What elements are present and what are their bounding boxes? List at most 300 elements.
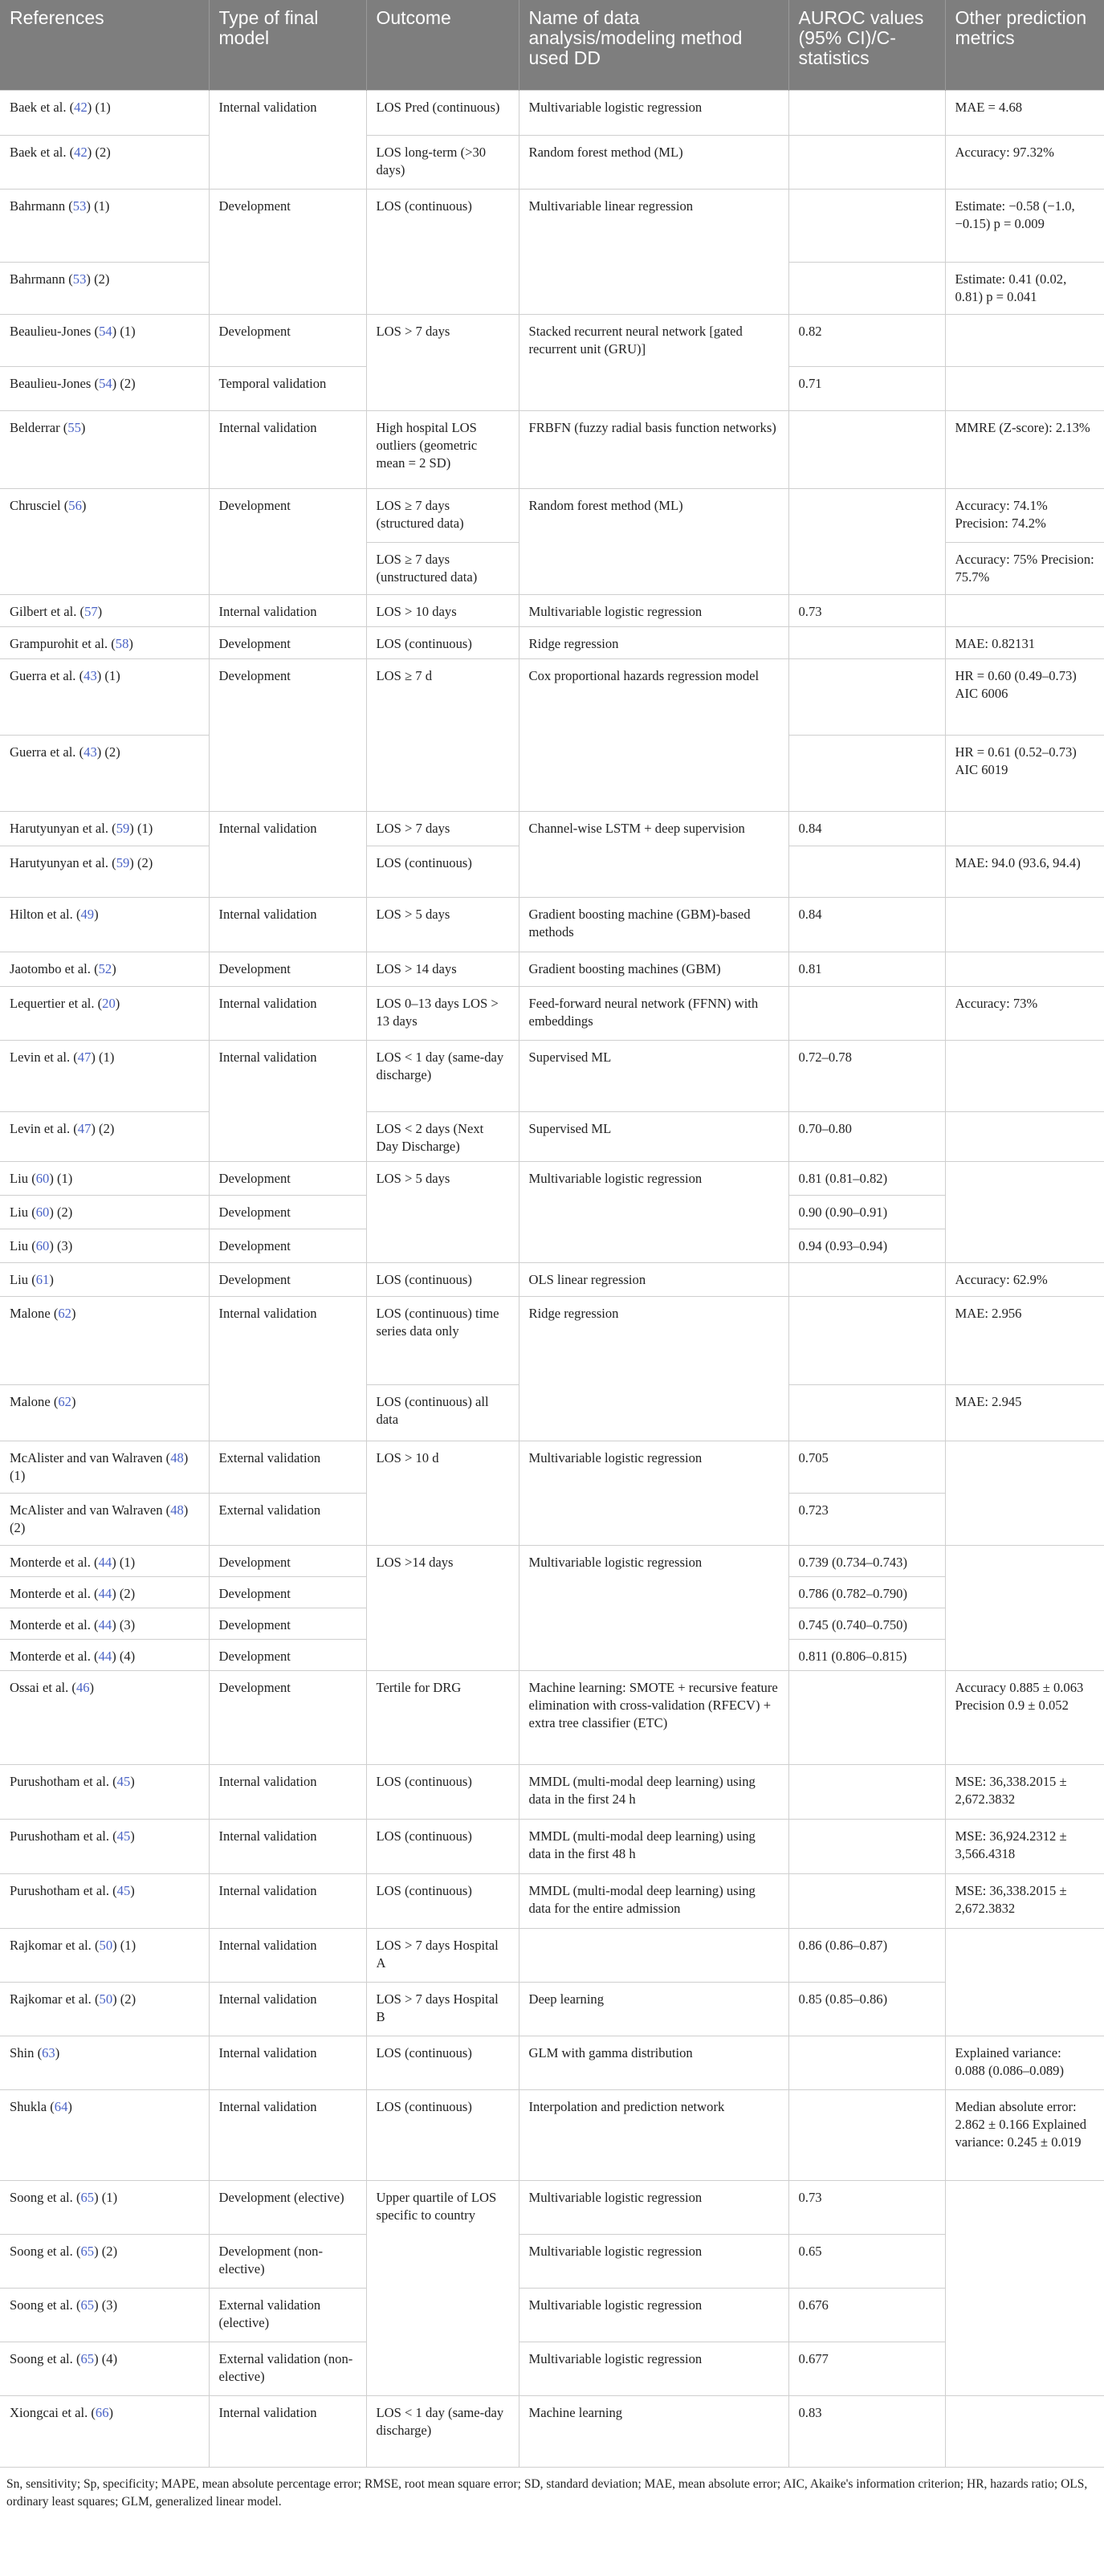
table-row xyxy=(0,410,1104,488)
table-cell: MMDL (multi-modal deep learning) using data in the first 48 h xyxy=(519,1819,788,1873)
table-cell xyxy=(0,1576,209,1608)
cell-text: ) xyxy=(128,635,133,651)
table-cell: External validation (elective) xyxy=(209,2288,366,2342)
table-cell: Development xyxy=(209,1195,366,1229)
cell-text: ) (1) xyxy=(96,667,120,683)
table-cell: MSE: 36,338.2015 ± 2,672.3832 xyxy=(945,1873,1104,1928)
table-row xyxy=(0,1040,1104,1111)
citation-link[interactable]: 44 xyxy=(98,1554,112,1570)
table-cell: Development xyxy=(209,1262,366,1296)
citation-link[interactable]: 63 xyxy=(42,2044,55,2060)
table-cell xyxy=(0,811,209,846)
cell-text: ) xyxy=(112,960,116,976)
citation-link[interactable]: 44 xyxy=(98,1648,112,1664)
table-cell: Internal validation xyxy=(209,1764,366,1819)
cell-text: ) (2) xyxy=(112,1585,136,1601)
table-cell xyxy=(788,1819,945,1873)
cell-text: Malone ( xyxy=(10,1393,59,1409)
table-cell: LOS > 7 days xyxy=(366,314,519,410)
cell-text: Jaotombo et al. ( xyxy=(10,960,99,976)
citation-link[interactable]: 62 xyxy=(58,1393,71,1409)
table-cell: Internal validation xyxy=(209,1982,366,2036)
table-row xyxy=(0,135,1104,189)
cell-text: Liu ( xyxy=(10,1204,36,1220)
citation-link[interactable]: 54 xyxy=(99,375,112,391)
table-cell: Internal validation xyxy=(209,2395,366,2467)
table-cell: LOS > 5 days xyxy=(366,897,519,952)
cell-text: Gilbert et al. ( xyxy=(10,603,85,619)
citation-link[interactable]: 62 xyxy=(58,1305,71,1321)
table-cell: Multivariable logistic regression xyxy=(519,2288,788,2342)
table-cell: LOS ≥ 7 d xyxy=(366,658,519,811)
table-cell xyxy=(788,488,945,594)
table-cell xyxy=(0,1670,209,1764)
cell-text: ) xyxy=(49,1271,54,1287)
table-row xyxy=(0,1161,1104,1195)
table-cell xyxy=(0,1262,209,1296)
cell-text: Lequertier et al. ( xyxy=(10,995,103,1011)
table-cell xyxy=(788,846,945,897)
table-cell: Multivariable logistic regression xyxy=(519,1545,788,1670)
cell-text: ) xyxy=(94,906,99,922)
citation-link[interactable]: 60 xyxy=(35,1170,50,1186)
cell-text: ) (2) xyxy=(129,854,153,870)
table-cell xyxy=(945,366,1104,410)
table-cell xyxy=(788,986,945,1040)
cell-text: Soong et al. ( xyxy=(10,2350,81,2366)
cell-text: ) (2) xyxy=(86,271,110,287)
table-cell: Internal validation xyxy=(209,2036,366,2089)
table-cell xyxy=(0,1639,209,1670)
citation-link[interactable]: 58 xyxy=(115,635,129,651)
table-cell xyxy=(945,314,1104,366)
table-cell xyxy=(945,811,1104,846)
cell-text: ) (2) xyxy=(112,1991,136,2007)
table-cell: External validation xyxy=(209,1493,366,1545)
table-cell: Development xyxy=(209,626,366,658)
table-cell: Internal validation xyxy=(209,986,366,1040)
cell-text: ) xyxy=(67,2098,72,2114)
table-cell xyxy=(0,488,209,542)
table-cell xyxy=(0,735,209,811)
cell-text: Hilton et al. ( xyxy=(10,906,81,922)
table-cell: LOS (continuous) xyxy=(366,626,519,658)
table-cell: Gradient boosting machines (GBM) xyxy=(519,952,788,986)
citation-link[interactable]: 42 xyxy=(74,99,88,115)
table-cell xyxy=(0,1493,209,1545)
table-cell: 0.84 xyxy=(788,897,945,952)
table-cell: LOS > 7 days xyxy=(366,811,519,846)
table-cell: Internal validation xyxy=(209,1928,366,1982)
table-row xyxy=(0,314,1104,366)
table-cell: 0.72–0.78 xyxy=(788,1040,945,1111)
cell-text: ) (1) xyxy=(87,99,111,115)
table-cell: Machine learning: SMOTE + recursive feature elimination with cross-validation (RFECV) + extra tree classifier (ETC) xyxy=(519,1670,788,1764)
cell-text: Harutyunyan et al. ( xyxy=(10,820,116,836)
table-cell: MMDL (multi-modal deep learning) using data for the entire admission xyxy=(519,1873,788,1928)
table-cell: LOS (continuous) xyxy=(366,2089,519,2180)
table-cell: Accuracy: 74.1% Precision: 74.2% xyxy=(945,488,1104,542)
table-cell: Feed-forward neural network (FFNN) with embeddings xyxy=(519,986,788,1040)
cell-text: ) (3) xyxy=(49,1237,73,1253)
table-cell xyxy=(788,90,945,135)
citation-link[interactable]: 44 xyxy=(98,1616,112,1632)
table-cell: Development xyxy=(209,314,366,366)
table-cell: MAE: 0.82131 xyxy=(945,626,1104,658)
table-cell xyxy=(788,2089,945,2180)
table-cell: LOS > 7 days Hospital A xyxy=(366,1928,519,1982)
table-cell: LOS ≥ 7 days (structured data) xyxy=(366,488,519,542)
table-cell xyxy=(788,1296,945,1384)
table-cell: 0.71 xyxy=(788,366,945,410)
citation-link[interactable]: 43 xyxy=(84,744,97,760)
table-cell: LOS (continuous) xyxy=(366,846,519,897)
citation-link[interactable]: 50 xyxy=(99,1937,113,1953)
table-cell: LOS > 10 days xyxy=(366,594,519,626)
citation-link[interactable]: 60 xyxy=(35,1204,50,1220)
table-cell xyxy=(0,1608,209,1639)
cell-text: Soong et al. ( xyxy=(10,2243,81,2259)
table-cell xyxy=(0,2342,209,2395)
table-cell: 0.90 (0.90–0.91) xyxy=(788,1195,945,1229)
table-row xyxy=(0,262,1104,314)
table-cell xyxy=(788,410,945,488)
cell-text: ) (1) xyxy=(86,198,110,214)
table-cell: LOS < 2 days (Next Day Discharge) xyxy=(366,1111,519,1161)
header-outcome: Outcome xyxy=(366,0,519,90)
table-cell: Internal validation xyxy=(209,811,366,897)
table-cell: Multivariable logistic regression xyxy=(519,90,788,135)
table-cell: 0.65 xyxy=(788,2234,945,2288)
cell-text: ) (1) xyxy=(112,1554,136,1570)
table-row xyxy=(0,811,1104,846)
table-cell: External validation xyxy=(209,1441,366,1493)
citation-link[interactable]: 49 xyxy=(80,906,95,922)
table-cell: 0.70–0.80 xyxy=(788,1111,945,1161)
table-row xyxy=(0,1262,1104,1296)
table-cell xyxy=(0,986,209,1040)
table-footnote: Sn, sensitivity; Sp, specificity; MAPE, mean absolute percentage error; RMSE, root mean square error; SD, standard deviation; MAE, mean absolute error; AIC, Akaike's information criterion; HR, hazards ratio; OLS, ordinary least squares; GLM, generalized linear model. xyxy=(6,2476,1088,2509)
table-cell xyxy=(0,2288,209,2342)
table-cell: 0.81 (0.81–0.82) xyxy=(788,1161,945,1195)
table-cell xyxy=(0,1111,209,1161)
cell-text: Levin et al. ( xyxy=(10,1120,78,1136)
table-row xyxy=(0,626,1104,658)
table-cell: 0.705 xyxy=(788,1441,945,1493)
cell-text: Purushotham et al. ( xyxy=(10,1828,117,1844)
table-cell: Accuracy: 75% Precision: 75.7% xyxy=(945,542,1104,594)
citation-link[interactable]: 65 xyxy=(80,2189,95,2205)
cell-text: Soong et al. ( xyxy=(10,2297,81,2313)
table-cell xyxy=(945,1441,1104,1545)
table-cell: Temporal validation xyxy=(209,366,366,410)
citation-link[interactable]: 50 xyxy=(99,1991,113,2007)
citation-link[interactable]: 44 xyxy=(98,1585,112,1601)
cell-text: Harutyunyan et al. ( xyxy=(10,854,116,870)
table-cell xyxy=(0,1384,209,1441)
table-cell: LOS < 1 day (same-day discharge) xyxy=(366,1040,519,1111)
header-row xyxy=(0,0,1104,90)
table-cell xyxy=(0,2180,209,2234)
table-cell: Development xyxy=(209,1608,366,1639)
table-cell xyxy=(945,1545,1104,1670)
table-cell: Development xyxy=(209,952,366,986)
cell-text: ) (1) xyxy=(112,1937,136,1953)
table-cell: Gradient boosting machine (GBM)-based methods xyxy=(519,897,788,952)
table-cell: LOS long-term (>30 days) xyxy=(366,135,519,189)
table-row xyxy=(0,2288,1104,2342)
table-cell xyxy=(0,314,209,366)
citation-link[interactable]: 65 xyxy=(80,2350,95,2366)
citation-link[interactable]: 47 xyxy=(77,1049,92,1065)
table-cell: Median absolute error: 2.862 ± 0.166 Explained variance: 0.245 ± 0.019 xyxy=(945,2089,1104,2180)
table-cell: Internal validation xyxy=(209,2089,366,2180)
table-cell: 0.786 (0.782–0.790) xyxy=(788,1576,945,1608)
table-cell: 0.73 xyxy=(788,594,945,626)
table-cell: HR = 0.60 (0.49–0.73) AIC 6006 xyxy=(945,658,1104,735)
cell-text: ) (3) xyxy=(94,2297,118,2313)
cell-text: ) (4) xyxy=(112,1648,136,1664)
table-cell xyxy=(0,2395,209,2467)
citation-link[interactable]: 20 xyxy=(102,995,116,1011)
table-cell: Random forest method (ML) xyxy=(519,135,788,189)
citation-link[interactable]: 45 xyxy=(116,1882,131,1898)
table-body xyxy=(0,90,1104,2467)
table-cell xyxy=(0,1982,209,2036)
table-row xyxy=(0,1296,1104,1384)
cell-text: ) xyxy=(130,1773,135,1789)
table-row xyxy=(0,1441,1104,1493)
citation-link[interactable]: 54 xyxy=(99,323,112,339)
table-cell xyxy=(945,2395,1104,2467)
table-cell xyxy=(0,135,209,189)
table-cell: HR = 0.61 (0.52–0.73) AIC 6019 xyxy=(945,735,1104,811)
table-row xyxy=(0,488,1104,542)
table-cell: Multivariable logistic regression xyxy=(519,1441,788,1545)
cell-text: Soong et al. ( xyxy=(10,2189,81,2205)
cell-text: Bahrmann ( xyxy=(10,271,73,287)
table-cell: LOS (continuous) xyxy=(366,1262,519,1296)
table-cell xyxy=(0,897,209,952)
table-cell: Machine learning xyxy=(519,2395,788,2467)
citation-link[interactable]: 64 xyxy=(54,2098,68,2114)
citation-link[interactable]: 61 xyxy=(35,1271,50,1287)
table-cell xyxy=(945,1928,1104,2036)
table-cell xyxy=(0,1161,209,1195)
table-cell: Development xyxy=(209,1670,366,1764)
cell-text: ) xyxy=(97,603,103,619)
table-cell: MMRE (Z-score): 2.13% xyxy=(945,410,1104,488)
table-cell: LOS ≥ 7 days (unstructured data) xyxy=(366,542,519,594)
citation-link[interactable]: 52 xyxy=(98,960,112,976)
table-cell xyxy=(788,2036,945,2089)
citation-link[interactable]: 46 xyxy=(75,1679,90,1695)
citation-link[interactable]: 59 xyxy=(116,854,130,870)
table-cell: MAE: 94.0 (93.6, 94.4) xyxy=(945,846,1104,897)
cell-text: Guerra et al. ( xyxy=(10,667,84,683)
citation-link[interactable]: 47 xyxy=(77,1120,92,1136)
table-cell: 0.84 xyxy=(788,811,945,846)
table-cell: Development xyxy=(209,1576,366,1608)
cell-text: ) (2) xyxy=(91,1120,115,1136)
table-cell: FRBFN (fuzzy radial basis function networks) xyxy=(519,410,788,488)
cell-text: Purushotham et al. ( xyxy=(10,1773,117,1789)
citation-link[interactable]: 48 xyxy=(170,1449,184,1465)
table-row xyxy=(0,2036,1104,2089)
cell-text: Shin ( xyxy=(10,2044,43,2060)
cell-text: Liu ( xyxy=(10,1170,36,1186)
citation-link[interactable]: 65 xyxy=(80,2243,95,2259)
cell-text: Ossai et al. ( xyxy=(10,1679,76,1695)
table-cell: LOS < 1 day (same-day discharge) xyxy=(366,2395,519,2467)
table-row xyxy=(0,90,1104,135)
table-cell: MSE: 36,924.2312 ± 3,566.4318 xyxy=(945,1819,1104,1873)
table-cell: Interpolation and prediction network xyxy=(519,2089,788,2180)
table-cell: LOS (continuous) time series data only xyxy=(366,1296,519,1384)
header-references: References xyxy=(0,0,209,90)
table-cell: Deep learning xyxy=(519,1982,788,2036)
table-row xyxy=(0,2234,1104,2288)
citation-link[interactable]: 60 xyxy=(35,1237,50,1253)
table-row xyxy=(0,2395,1104,2467)
cell-text: ) xyxy=(115,995,120,1011)
cell-text: McAlister and van Walraven ( xyxy=(10,1502,171,1518)
cell-text: ) xyxy=(89,1679,95,1695)
table-cell: LOS > 10 d xyxy=(366,1441,519,1545)
cell-text: ) xyxy=(80,419,86,435)
table-cell: LOS (continuous) xyxy=(366,189,519,262)
table-cell: 0.739 (0.734–0.743) xyxy=(788,1545,945,1576)
cell-text: Rajkomar et al. ( xyxy=(10,1991,100,2007)
table-cell: Accuracy: 97.32% xyxy=(945,135,1104,189)
table-cell xyxy=(945,2180,1104,2395)
citation-link[interactable]: 45 xyxy=(116,1773,131,1789)
table-cell xyxy=(788,135,945,189)
table-cell: MMDL (multi-modal deep learning) using data in the first 24 h xyxy=(519,1764,788,1819)
table-cell xyxy=(0,90,209,135)
table-cell xyxy=(788,1873,945,1928)
table-row xyxy=(0,986,1104,1040)
cell-text: Xiongcai et al. ( xyxy=(10,2404,96,2420)
citation-link[interactable]: 66 xyxy=(95,2404,109,2420)
table-cell: Explained variance: 0.088 (0.086–0.089) xyxy=(945,2036,1104,2089)
table-cell: Internal validation xyxy=(209,90,366,189)
table-cell: 0.745 (0.740–0.750) xyxy=(788,1608,945,1639)
citation-link[interactable]: 42 xyxy=(74,144,88,160)
table-cell: 0.83 xyxy=(788,2395,945,2467)
citation-link[interactable]: 56 xyxy=(68,497,82,513)
table-cell xyxy=(0,189,209,262)
cell-text: ) (1) xyxy=(112,323,136,339)
cell-text: ) xyxy=(71,1305,76,1321)
table-cell: Multivariable logistic regression xyxy=(519,2234,788,2288)
table-cell xyxy=(788,1262,945,1296)
table-row xyxy=(0,1764,1104,1819)
table-row xyxy=(0,2342,1104,2395)
citation-link[interactable]: 53 xyxy=(72,271,87,287)
table-cell: Multivariable logistic regression xyxy=(519,1161,788,1262)
table-cell xyxy=(0,1040,209,1111)
table-cell xyxy=(788,1670,945,1764)
table-cell: Upper quartile of LOS specific to country xyxy=(366,2180,519,2395)
table-row xyxy=(0,2089,1104,2180)
citation-link[interactable]: 65 xyxy=(80,2297,95,2313)
table-cell: Multivariable logistic regression xyxy=(519,2342,788,2395)
table-cell: Internal validation xyxy=(209,410,366,488)
table-cell: Multivariable logistic regression xyxy=(519,2180,788,2234)
cell-text: Monterde et al. ( xyxy=(10,1648,99,1664)
table-cell: LOS > 5 days xyxy=(366,1161,519,1262)
citation-link[interactable]: 53 xyxy=(72,198,87,214)
cell-text: ) xyxy=(55,2044,60,2060)
table-cell: OLS linear regression xyxy=(519,1262,788,1296)
cell-text: Liu ( xyxy=(10,1237,36,1253)
table-cell: Supervised ML xyxy=(519,1111,788,1161)
cell-text: ) (2) xyxy=(94,2243,118,2259)
table-cell: Tertile for DRG xyxy=(366,1670,519,1764)
cell-text: Monterde et al. ( xyxy=(10,1585,99,1601)
table-cell: 0.85 (0.85–0.86) xyxy=(788,1982,945,2036)
table-cell xyxy=(0,952,209,986)
table-cell xyxy=(788,1764,945,1819)
citation-link[interactable]: 43 xyxy=(84,667,97,683)
table-cell xyxy=(0,1819,209,1873)
table-cell xyxy=(945,594,1104,626)
table-row xyxy=(0,189,1104,262)
cell-text: ) (1) xyxy=(94,2189,118,2205)
table-cell: Development (elective) xyxy=(209,2180,366,2234)
table-cell: Development xyxy=(209,488,366,594)
table-cell: LOS Pred (continuous) xyxy=(366,90,519,135)
citation-link[interactable]: 59 xyxy=(116,820,130,836)
table-cell xyxy=(0,2234,209,2288)
table-cell xyxy=(366,262,519,314)
table-cell xyxy=(0,2089,209,2180)
table-cell: MAE = 4.68 xyxy=(945,90,1104,135)
citation-link[interactable]: 57 xyxy=(84,603,98,619)
table-cell xyxy=(0,1195,209,1229)
table-row xyxy=(0,1982,1104,2036)
cell-text: ) (2) xyxy=(49,1204,73,1220)
table-cell: Development (non-elective) xyxy=(209,2234,366,2288)
table-cell xyxy=(0,1296,209,1384)
table-cell: Accuracy 0.885 ± 0.063 Precision 0.9 ± 0.052 xyxy=(945,1670,1104,1764)
table-cell xyxy=(0,262,209,314)
table-cell: Internal validation xyxy=(209,897,366,952)
citation-link[interactable]: 48 xyxy=(170,1502,184,1518)
table-cell: LOS (continuous) all data xyxy=(366,1384,519,1441)
table-cell xyxy=(0,626,209,658)
cell-text: ) (1) xyxy=(49,1170,73,1186)
citation-link[interactable]: 45 xyxy=(116,1828,131,1844)
cell-text: ) (2) xyxy=(87,144,111,160)
table-cell: LOS > 7 days Hospital B xyxy=(366,1982,519,2036)
table-cell: Random forest method (ML) xyxy=(519,488,788,594)
table-cell: Estimate: 0.41 (0.02, 0.81) p = 0.041 xyxy=(945,262,1104,314)
table-cell: Ridge regression xyxy=(519,1296,788,1441)
table-cell: MAE: 2.945 xyxy=(945,1384,1104,1441)
table-cell: LOS (continuous) xyxy=(366,1764,519,1819)
table-cell: LOS 0–13 days LOS > 13 days xyxy=(366,986,519,1040)
table-row xyxy=(0,1928,1104,1982)
table-cell: LOS (continuous) xyxy=(366,2036,519,2089)
table-cell: Channel-wise LSTM + deep supervision xyxy=(519,811,788,897)
table-cell: Stacked recurrent neural network [gated recurrent unit (GRU)] xyxy=(519,314,788,410)
table-cell: LOS >14 days xyxy=(366,1545,519,1670)
cell-text: Liu ( xyxy=(10,1271,36,1287)
cell-text: Beaulieu-Jones ( xyxy=(10,375,100,391)
citation-link[interactable]: 55 xyxy=(67,419,81,435)
